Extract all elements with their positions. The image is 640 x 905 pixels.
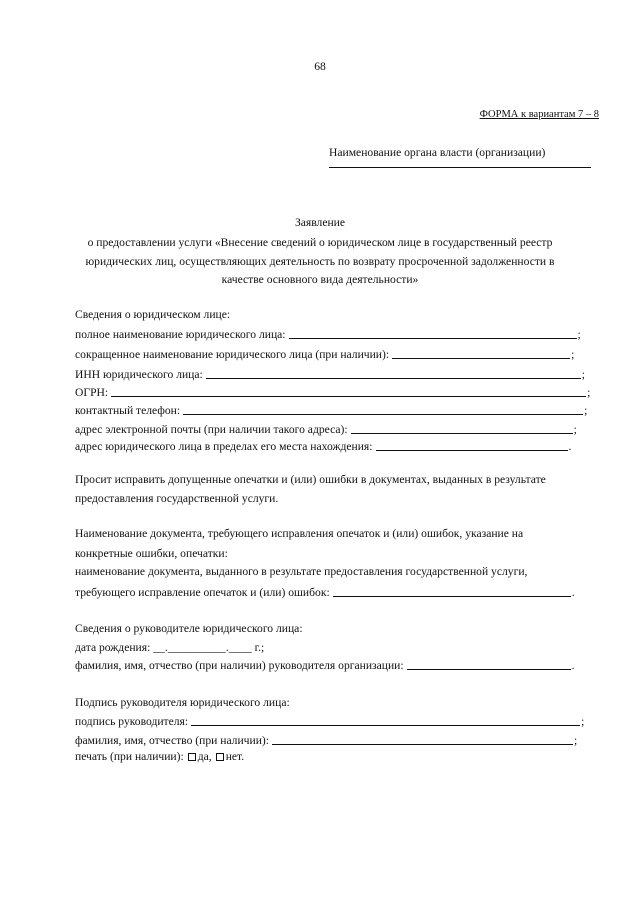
field-label: дата рождения: [75, 641, 151, 654]
entity-section-header: Сведения о юридическом лице: [75, 308, 231, 321]
address-input-line[interactable] [376, 450, 568, 451]
stamp-no-checkbox[interactable] [216, 753, 224, 761]
field-label: сокращенное наименование юридического лица (при наличии): [75, 348, 390, 362]
field-label: адрес электронной почты (при наличии такого адреса): [75, 423, 348, 437]
field-label: полное наименование юридического лица: [75, 328, 286, 342]
title-line: юридических лиц, осуществляющих деятельность по возврату просроченной задолженности в [85, 255, 555, 268]
head-name-field: фамилия, имя, отчество (при наличии) руководителя организации: . [75, 659, 575, 673]
signer-name-input-line[interactable] [272, 744, 573, 745]
inn-input-line[interactable] [206, 378, 581, 379]
head-section-header: Сведения о руководителе юридического лица: [75, 622, 303, 635]
signature-section-header: Подпись руководителя юридического лица: [75, 696, 290, 709]
title-line: о предоставлении услуги «Внесение сведений о юридическом лице в государственный реестр [87, 236, 553, 249]
full-name-field: полное наименование юридического лица: ; [75, 328, 581, 342]
phone-input-line[interactable] [183, 414, 583, 415]
document-section-text: Наименование документа, требующего исправления опечаток и (или) ошибок, указание на [75, 527, 524, 540]
field-label: печать (при наличии): [75, 750, 184, 763]
request-text: Просит исправить допущенные опечатки и (или) ошибки в документах, выданных в результате [75, 473, 546, 486]
page-number: 68 [314, 60, 326, 73]
org-caption: Наименование органа власти (организации) [329, 146, 546, 159]
document-section-text: наименование документа, выданного в результате предоставления государственной услуги, [75, 565, 528, 578]
signature-input-line[interactable] [191, 725, 580, 726]
email-field: адрес электронной почты (при наличии такого адреса): ; [75, 423, 577, 437]
phone-field: контактный телефон: ; [75, 404, 588, 418]
short-name-input-line[interactable] [392, 358, 570, 359]
document-section-text: конкретные ошибки, опечатки: [75, 547, 228, 560]
email-input-line[interactable] [351, 433, 573, 434]
head-name-input-line[interactable] [407, 669, 571, 670]
ogrn-field: ОГРН: ; [75, 386, 591, 400]
birth-date-field [75, 642, 264, 654]
field-label: фамилия, имя, отчество (при наличии): [75, 734, 269, 748]
org-name-line[interactable] [329, 167, 591, 168]
field-label: требующего исправление опечаток и (или) ошибок: [75, 586, 330, 600]
address-field: адрес юридического лица в пределах его места нахождения: . [75, 440, 572, 454]
field-label: ИНН юридического лица: [75, 368, 203, 382]
short-name-field: сокращенное наименование юридического лица (при наличии): ; [75, 348, 575, 362]
field-label: фамилия, имя, отчество (при наличии) руководителя организации: [75, 659, 404, 673]
document-name-field: требующего исправление опечаток и (или) ошибок: . [75, 586, 575, 600]
field-label: подпись руководителя: [75, 715, 189, 729]
form-code: ФОРМА к вариантам 7 – 8 [479, 109, 599, 120]
signature-field: подпись руководителя: ; [75, 715, 585, 729]
stamp-no-label: нет. [225, 750, 245, 763]
inn-field: ИНН юридического лица: ; [75, 368, 585, 382]
field-label: контактный телефон: [75, 404, 181, 418]
field-label: адрес юридического лица в пределах его места нахождения: [75, 440, 373, 454]
field-label: ОГРН: [75, 386, 109, 400]
ogrn-input-line[interactable] [111, 396, 586, 397]
request-text: предоставления государственной услуги. [75, 492, 279, 505]
signer-name-field: фамилия, имя, отчество (при наличии): ; [75, 734, 578, 748]
birth-date-input[interactable]: __.__________.____ г.; [153, 641, 265, 654]
full-name-input-line[interactable] [289, 338, 577, 339]
stamp-yes-checkbox[interactable] [188, 753, 196, 761]
document-title: Заявление [294, 216, 346, 229]
stamp-yes-label: да, [197, 750, 212, 763]
document-name-input-line[interactable] [333, 596, 571, 597]
title-line: качестве основного вида деятельности» [221, 273, 419, 286]
stamp-field [75, 751, 244, 763]
